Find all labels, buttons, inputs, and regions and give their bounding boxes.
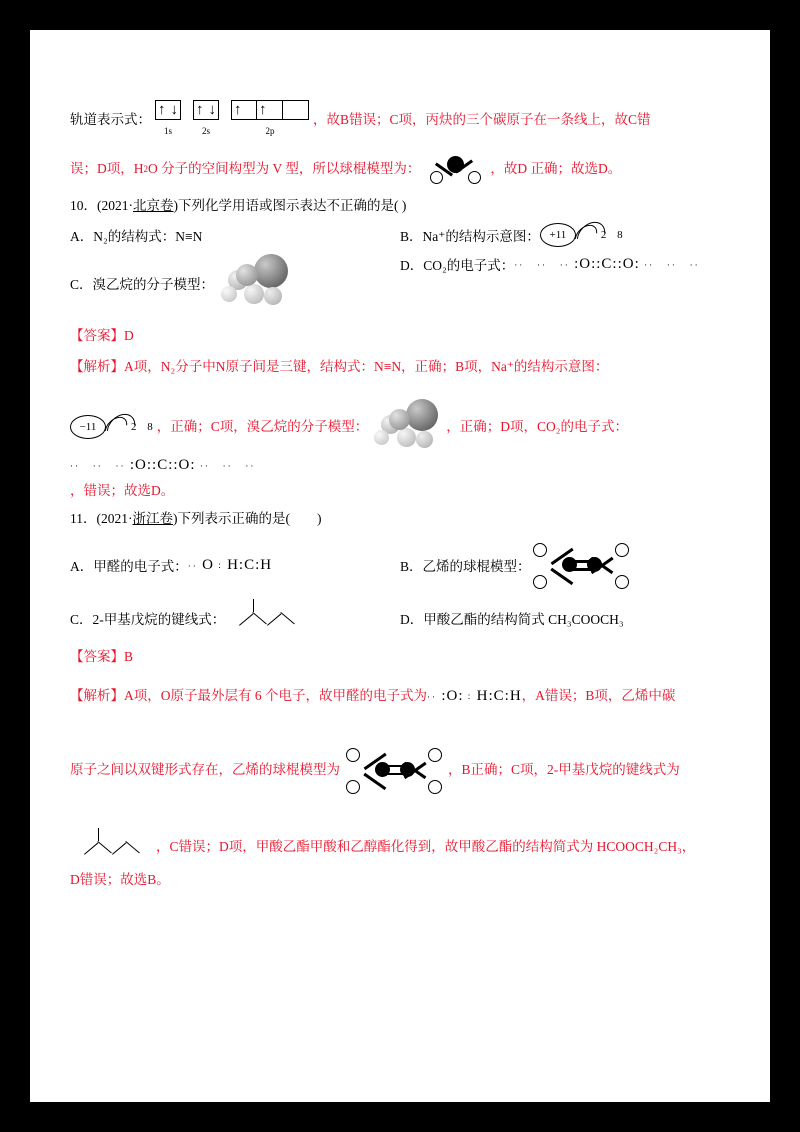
q11-analysis-text-3: ，C错误；D项，甲酸乙酯甲酸和乙醇酯化得到，故甲酸乙酯的结构简式为 HCOOCH₂CH₃， — [156, 838, 696, 854]
q11-option-d-key: D． — [400, 612, 424, 628]
q10-option-c-text: 溴乙烷的分子模型： — [92, 277, 215, 293]
orbital-label-1s: 1s — [163, 126, 172, 136]
q10-text: )下列化学用语或图示表达不正确的是( ) — [173, 198, 407, 214]
q10-analysis-line-1 — [70, 357, 730, 377]
bromoethane-space-fill-model — [214, 254, 294, 312]
q11-options-row-2 — [70, 605, 730, 631]
na-ion-shell-counts: 2 8 — [600, 229, 627, 242]
q11-source: 浙江卷 — [132, 511, 173, 527]
q11-analysis-text-4: D错误；故选B。 — [70, 871, 170, 887]
q11-analysis-line-1 — [70, 686, 730, 706]
q11-text: )下列表示正确的是( ) — [173, 511, 322, 527]
q10-option-a-text: N₂的结构式：N≡N — [93, 229, 203, 245]
orbital-group-2s: ↑ ↓ 2s — [193, 100, 219, 140]
q11-option-b-key: B． — [400, 559, 423, 575]
na-ion-diagram-analysis — [70, 414, 157, 440]
na-ion-charge: +11 — [540, 223, 576, 247]
q10-option-d-text: CO₂的电子式： — [423, 258, 515, 274]
na-ion-shell-counts-analysis: 2 8 — [131, 420, 157, 433]
co2-lewis-structure-analysis: ·· ·· ·· :O::C::O: ·· ·· ·· — [70, 456, 256, 473]
q11-analysis-line-2 — [70, 742, 730, 798]
q11-analysis-text-2: 原子之间以双键形式存在，乙烯的球棍模型为 — [70, 761, 340, 777]
q11-option-b-text: 乙烯的球棍模型： — [422, 559, 531, 575]
q11-analysis-label: 【解析】 — [70, 687, 124, 703]
ethene-ball-stick-model-analysis — [344, 742, 444, 798]
na-ion-shell-arcs-analysis — [107, 414, 129, 440]
document-page — [30, 30, 770, 1102]
q10-number: 10．(2021· — [70, 198, 133, 214]
q10-analysis-text-2a: ，正确；C项，溴乙烷的分子模型： — [156, 418, 369, 434]
ethene-ball-stick-model — [531, 537, 631, 593]
q10-option-b-key: B． — [400, 229, 423, 245]
q10-option-a-key: A． — [70, 229, 94, 245]
q10-option-c — [70, 254, 400, 312]
q10-answer-label: 【答案】 — [70, 328, 124, 344]
skeletal-2-methylpentane-analysis — [70, 832, 156, 862]
q11-answer-line — [70, 647, 730, 667]
q11-option-d — [400, 608, 730, 628]
orbital-label-2s: 2s — [201, 126, 210, 136]
q11-option-c-key: C． — [70, 612, 93, 628]
q10-option-c-key: C． — [70, 277, 93, 293]
water-text-c: ，故D 正确；故选D。 — [490, 161, 622, 177]
q11-option-c-text: 2-甲基戊烷的键线式： — [92, 612, 226, 628]
q10-analysis-label: 【解析】 — [70, 358, 124, 374]
q10-analysis-text-1: A项，N₂分子中N原子间是三键，结构式：N≡N，正确；B项，Na⁺的结构示意图： — [124, 358, 609, 374]
q11-options-row-1 — [70, 537, 730, 593]
q10-source: 北京卷 — [133, 198, 174, 214]
q11-analysis-text-1b: ，A错误；B项，乙烯中碳 — [521, 687, 676, 703]
orbital-diagram — [155, 100, 309, 140]
formaldehyde-lewis-structure: ·· O ∶ H:C:H — [187, 557, 273, 574]
orbital-tail-text: ，故B错误；C项，丙炔的三个碳原子在一条线上，故C错 — [313, 112, 651, 127]
na-ion-diagram — [540, 222, 627, 248]
q11-option-a-text: 甲醛的电子式： — [93, 559, 188, 575]
q11-analysis-text-1: A项，O原子最外层有 6 个电子，故甲醛的电子式为 — [124, 687, 427, 703]
q11-analysis-line-3 — [70, 832, 730, 862]
question-11-title — [70, 507, 730, 527]
q10-analysis-line-2 — [70, 399, 730, 475]
q11-number: 11．(2021· — [70, 511, 133, 527]
q10-analysis-line-3 — [70, 481, 730, 501]
orbital-group-1s: ↑ ↓ 1s — [155, 100, 181, 140]
q11-option-a — [70, 555, 400, 575]
water-text-a: 误；D项，H — [70, 161, 144, 177]
document-body — [70, 100, 730, 896]
orbital-label-2p: 2p — [265, 126, 275, 136]
q10-answer-line — [70, 326, 730, 346]
q11-option-b — [400, 537, 730, 593]
q10-options-row-1 — [70, 222, 730, 248]
water-sub-2: 2 — [143, 163, 148, 174]
q10-option-d — [400, 254, 730, 274]
orbital-group-2p: ↑ ↑ 2p — [231, 100, 309, 140]
q11-answer-value: B — [124, 649, 134, 665]
q10-option-a — [70, 222, 400, 248]
question-10-title — [70, 194, 730, 214]
q11-answer-label: 【答案】 — [70, 649, 124, 665]
q11-option-a-key: A． — [70, 559, 94, 575]
paragraph-water — [70, 154, 730, 184]
formaldehyde-lewis-structure-analysis: ·· :O: ∶ H:C:H — [427, 687, 522, 704]
paragraph-orbital — [70, 100, 730, 140]
q10-analysis-text-3: ，错误；故选D。 — [70, 483, 175, 498]
q10-analysis-text-2b: ，正确；D项，CO₂的电子式： — [446, 418, 628, 434]
skeletal-2-methylpentane — [225, 605, 311, 631]
q11-option-c — [70, 605, 400, 631]
water-text-b: O 分子的空间构型为 V 型，所以球棍模型为： — [148, 161, 421, 177]
q10-answer-value: D — [124, 328, 134, 344]
na-ion-charge-analysis: −11 — [70, 415, 106, 439]
q10-option-d-key: D． — [400, 258, 424, 274]
q10-option-b — [400, 222, 730, 248]
q10-option-b-text: Na⁺的结构示意图： — [422, 229, 540, 245]
orbital-label: 轨道表示式： — [70, 112, 151, 127]
co2-lewis-structure: ·· ·· ·· :O::C::O: ·· ·· ·· — [514, 256, 700, 273]
q11-option-d-text: 甲酸乙酯的结构简式 CH₃COOCH₃ — [423, 612, 624, 628]
water-ball-stick-model — [420, 154, 490, 184]
q11-analysis-text-2b: ，B正确；C项，2-甲基戊烷的键线式为 — [448, 761, 680, 777]
q11-analysis-line-4 — [70, 870, 730, 890]
q10-options-row-2 — [70, 254, 730, 312]
na-ion-shell-arcs — [577, 222, 599, 248]
bromoethane-space-fill-model-analysis — [368, 399, 446, 455]
